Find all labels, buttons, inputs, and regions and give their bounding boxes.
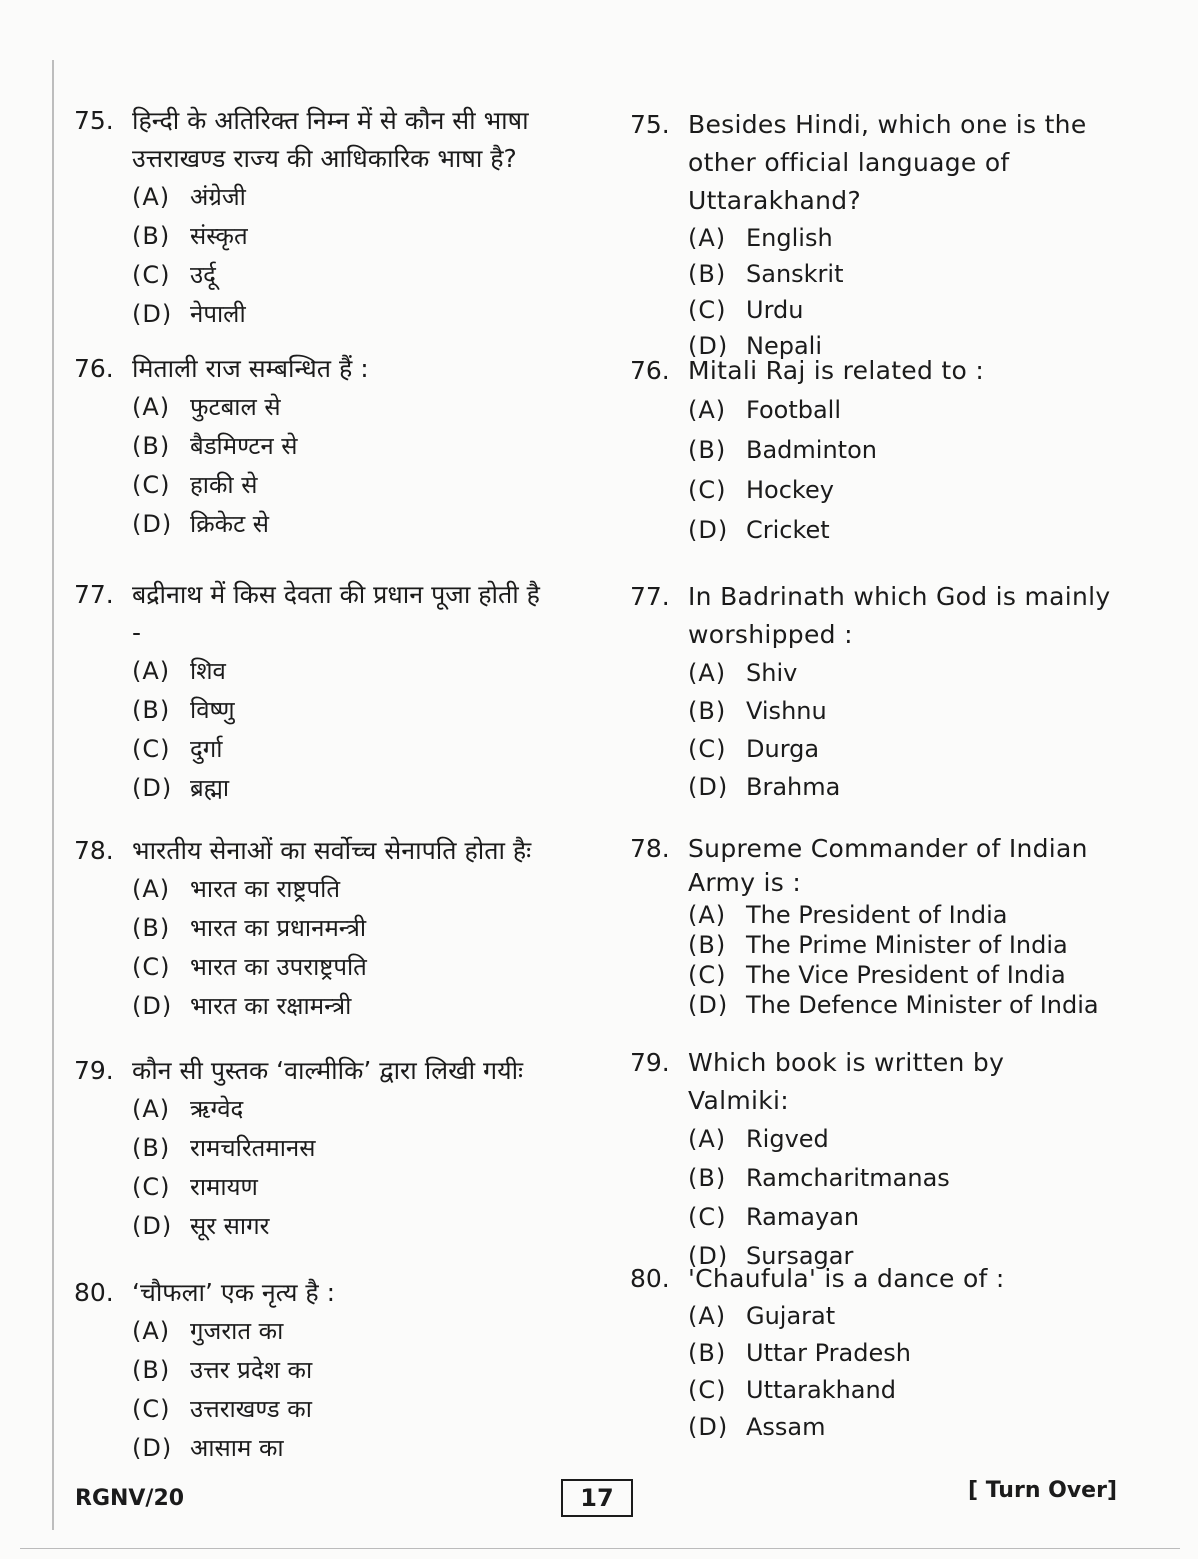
question-number: 79. [630, 1048, 670, 1077]
option-label: (D) [132, 1434, 173, 1462]
option-label: (A) [688, 659, 727, 687]
option-text: Brahma [746, 773, 841, 801]
option-label: (B) [688, 697, 727, 725]
option-label: (A) [688, 1302, 727, 1330]
bottom-rule [20, 1548, 1180, 1549]
option-text: संस्कृत [190, 222, 248, 250]
option-text: सूर सागर [190, 1212, 270, 1240]
option-label: (D) [132, 510, 173, 538]
option-label: (C) [688, 1376, 727, 1404]
option-text: ऋग्वेद [190, 1095, 244, 1123]
question-text: हिन्दी के अतिरिक्त निम्न में से कौन सी भाषा उत्तराखण्ड राज्य की आधिकारिक भाषा है? [132, 106, 529, 173]
option-label: (D) [132, 774, 173, 802]
option-label: (A) [132, 393, 171, 421]
option-label: (C) [132, 1395, 171, 1423]
question-number: 79. [74, 1056, 114, 1085]
option-text: विष्णु [190, 696, 235, 724]
option-label: (C) [688, 296, 727, 324]
question-number: 77. [630, 582, 670, 611]
question-number: 80. [630, 1264, 670, 1293]
option-label: (B) [688, 931, 727, 959]
option-label: (B) [132, 432, 171, 460]
question-77-hindi [74, 576, 552, 808]
question-79-hindi [74, 1052, 552, 1246]
option-label: (B) [688, 260, 727, 288]
option-label: (D) [688, 1413, 729, 1441]
option-label: (C) [132, 735, 171, 763]
question-79-english [630, 1044, 1113, 1276]
option-label: (C) [688, 1203, 727, 1231]
question-number: 75. [74, 106, 114, 135]
question-number: 76. [74, 354, 114, 383]
question-text: Supreme Commander of Indian Army is : [688, 834, 1088, 897]
option-text: Nepali [746, 332, 822, 360]
question-text: Besides Hindi, which one is the other official language of Uttarakhand? [688, 110, 1087, 215]
option-text: The Defence Minister of India [746, 991, 1099, 1019]
option-text: हाकी से [190, 471, 258, 499]
option-label: (C) [688, 735, 727, 763]
paper-code: RGNV/20 [75, 1486, 185, 1511]
question-number: 78. [74, 836, 114, 865]
question-text: कौन सी पुस्तक ‘वाल्मीकि’ द्वारा लिखी गयीः [132, 1056, 524, 1085]
option-text: भारत का राष्ट्रपति [190, 875, 341, 903]
option-text: भारत का उपराष्ट्रपति [190, 953, 367, 981]
option-text: Urdu [746, 296, 804, 324]
question-75-hindi [74, 102, 552, 334]
option-label: (B) [688, 1164, 727, 1192]
option-text: Ramcharitmanas [746, 1164, 950, 1192]
option-text: Uttar Pradesh [746, 1339, 911, 1367]
option-text: Shiv [746, 659, 798, 687]
turn-over-note: [ Turn Over] [968, 1478, 1118, 1503]
option-label: (C) [688, 961, 727, 989]
option-label: (A) [132, 1317, 171, 1345]
option-label: (B) [132, 222, 171, 250]
option-text: Vishnu [746, 697, 827, 725]
option-text: Badminton [746, 436, 877, 464]
option-label: (C) [132, 261, 171, 289]
option-label: (D) [688, 332, 729, 360]
question-text: Mitali Raj is related to : [688, 356, 985, 385]
option-label: (D) [688, 991, 729, 1019]
question-text: मिताली राज सम्बन्धित हैं : [132, 354, 369, 383]
question-75-english [630, 106, 1113, 364]
option-label: (D) [132, 992, 173, 1020]
option-text: रामचरितमानस [190, 1134, 316, 1162]
option-text: Hockey [746, 476, 834, 504]
question-number: 76. [630, 356, 670, 385]
option-text: बैडमिण्टन से [190, 432, 298, 460]
option-label: (D) [688, 1242, 729, 1270]
question-text: बद्रीनाथ में किस देवता की प्रधान पूजा होती है - [132, 580, 540, 647]
left-margin-line [52, 60, 54, 1530]
option-label: (A) [688, 1125, 727, 1153]
option-text: गुजरात का [190, 1317, 284, 1345]
option-text: भारत का रक्षामन्त्री [190, 992, 352, 1020]
option-text: फुटबाल से [190, 393, 281, 421]
question-number: 78. [630, 834, 670, 863]
option-label: (A) [688, 396, 727, 424]
option-text: Durga [746, 735, 820, 763]
question-text: ‘चौफला’ एक नृत्य है : [132, 1278, 336, 1307]
question-number: 75. [630, 110, 670, 139]
option-label: (B) [688, 436, 727, 464]
option-label: (D) [688, 773, 729, 801]
option-text: Cricket [746, 516, 830, 544]
option-label: (C) [132, 1173, 171, 1201]
question-78-hindi [74, 832, 552, 1026]
option-label: (B) [132, 696, 171, 724]
option-text: क्रिकेट से [190, 510, 270, 538]
option-label: (A) [132, 183, 171, 211]
question-text: Which book is written by Valmiki: [688, 1048, 1005, 1115]
option-text: The Vice President of India [746, 961, 1066, 989]
option-label: (C) [688, 476, 727, 504]
option-text: ब्रह्मा [190, 774, 230, 802]
option-text: आसाम का [190, 1434, 284, 1462]
option-text: उत्तराखण्ड का [190, 1395, 312, 1423]
question-76-english [630, 352, 1113, 550]
option-text: Gujarat [746, 1302, 836, 1330]
option-label: (D) [688, 516, 729, 544]
option-label: (A) [132, 875, 171, 903]
option-label: (C) [132, 953, 171, 981]
question-text: 'Chaufula' is a dance of : [688, 1264, 1005, 1293]
question-number: 80. [74, 1278, 114, 1307]
question-77-english [630, 578, 1113, 806]
option-text: The President of India [746, 901, 1008, 929]
option-text: नेपाली [190, 300, 246, 328]
question-80-english [630, 1260, 1113, 1446]
question-text: In Badrinath which God is mainly worshipped : [688, 582, 1111, 649]
option-text: अंग्रेजी [190, 183, 246, 211]
option-text: रामायण [190, 1173, 258, 1201]
option-text: शिव [190, 657, 226, 685]
option-text: दुर्गा [190, 735, 223, 763]
option-text: Football [746, 396, 842, 424]
option-text: English [746, 224, 833, 252]
option-text: Ramayan [746, 1203, 860, 1231]
option-label: (A) [688, 901, 727, 929]
option-label: (B) [132, 1134, 171, 1162]
option-label: (A) [132, 1095, 171, 1123]
option-label: (B) [688, 1339, 727, 1367]
question-76-hindi [74, 350, 552, 544]
option-text: भारत का प्रधानमन्त्री [190, 914, 367, 942]
question-80-hindi [74, 1274, 552, 1468]
option-text: उर्दू [190, 261, 216, 289]
question-number: 77. [74, 580, 114, 609]
option-text: Assam [746, 1413, 826, 1441]
option-label: (D) [132, 300, 173, 328]
option-label: (C) [132, 471, 171, 499]
option-label: (D) [132, 1212, 173, 1240]
option-text: उत्तर प्रदेश का [190, 1356, 313, 1384]
option-label: (A) [132, 657, 171, 685]
option-label: (B) [132, 914, 171, 942]
option-text: Rigved [746, 1125, 829, 1153]
option-text: Sanskrit [746, 260, 844, 288]
option-label: (A) [688, 224, 727, 252]
option-text: Uttarakhand [746, 1376, 896, 1404]
option-text: The Prime Minister of India [746, 931, 1068, 959]
option-label: (B) [132, 1356, 171, 1384]
question-78-english [630, 832, 1113, 1020]
question-text: भारतीय सेनाओं का सर्वोच्च सेनापति होता हैः [132, 836, 532, 865]
page-number: 17 [561, 1479, 633, 1517]
option-text: Sursagar [746, 1242, 854, 1270]
